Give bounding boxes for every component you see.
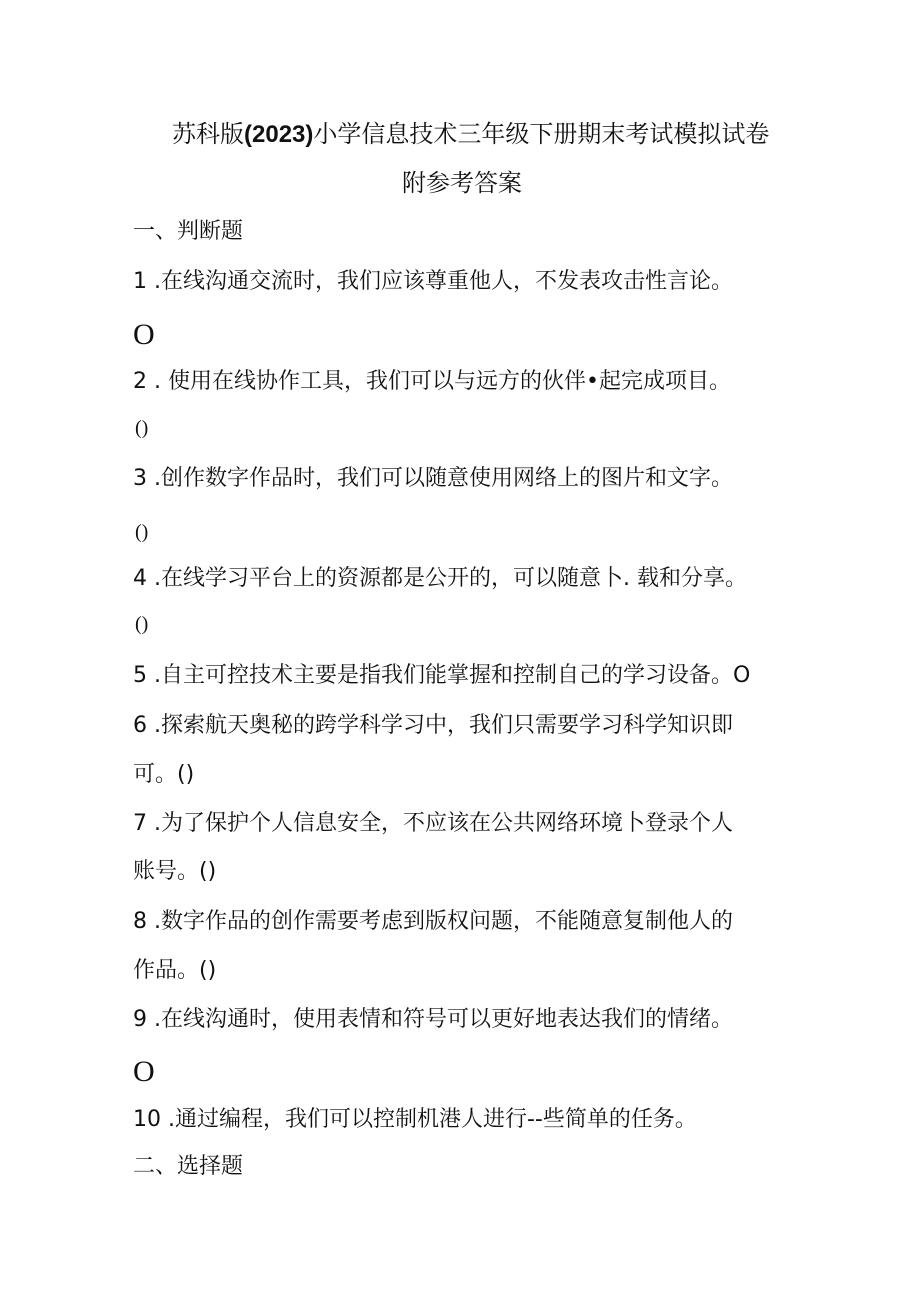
section-heading-choice: 二、选择题 <box>133 1154 244 1179</box>
title-suffix: 小学信息技术三年级下册期末考试模拟试卷 <box>313 120 770 148</box>
question-7-continuation: 账号。() <box>133 859 217 884</box>
question-1: 1 .在线沟通交流时，我们应该尊重他人，不发表攻击性言论。 <box>133 269 733 294</box>
question-10: 10 .通过编程，我们可以控制机港人进行--些简单的任务。 <box>133 1107 697 1132</box>
section-heading-judgement: 一、判断题 <box>133 219 244 244</box>
question-4-answer-blank: () <box>135 613 149 635</box>
title-line-2: 附参考答案 <box>402 169 522 197</box>
question-4: 4 .在线学习平台上的资源都是公开的，可以随意卜. 载和分享。 <box>133 566 747 591</box>
question-9-answer-blank: O <box>133 1055 155 1088</box>
question-8: 8 .数字作品的创作需要考虑到版权问题，不能随意复制他人的 <box>133 909 733 934</box>
title-year: (2023) <box>244 121 314 148</box>
question-6: 6 .探索航天奥秘的跨学科学习中，我们只需要学习科学知识即 <box>133 713 733 738</box>
question-3: 3 .创作数字作品时，我们可以随意使用网络上的图片和文字。 <box>133 466 733 491</box>
title-prefix: 苏科版 <box>172 120 244 148</box>
title-line-1 <box>172 120 769 149</box>
question-1-answer-blank: O <box>133 318 155 351</box>
question-6-continuation: 可。() <box>133 762 195 787</box>
question-2: 2 . 使用在线协作工具，我们可以与远方的伙伴•起完成项目。 <box>133 369 731 394</box>
question-9: 9 .在线沟通时，使用表情和符号可以更好地表达我们的情绪。 <box>133 1007 733 1032</box>
question-5: 5 .自主可控技术主要是指我们能掌握和控制自己的学习设备。O <box>133 663 751 688</box>
question-7: 7 .为了保护个人信息安全，不应该在公共网络环境卜登录个人 <box>133 811 733 836</box>
question-3-answer-blank: () <box>135 521 149 543</box>
question-2-answer-blank: () <box>135 417 149 439</box>
question-8-continuation: 作品。() <box>133 958 217 983</box>
